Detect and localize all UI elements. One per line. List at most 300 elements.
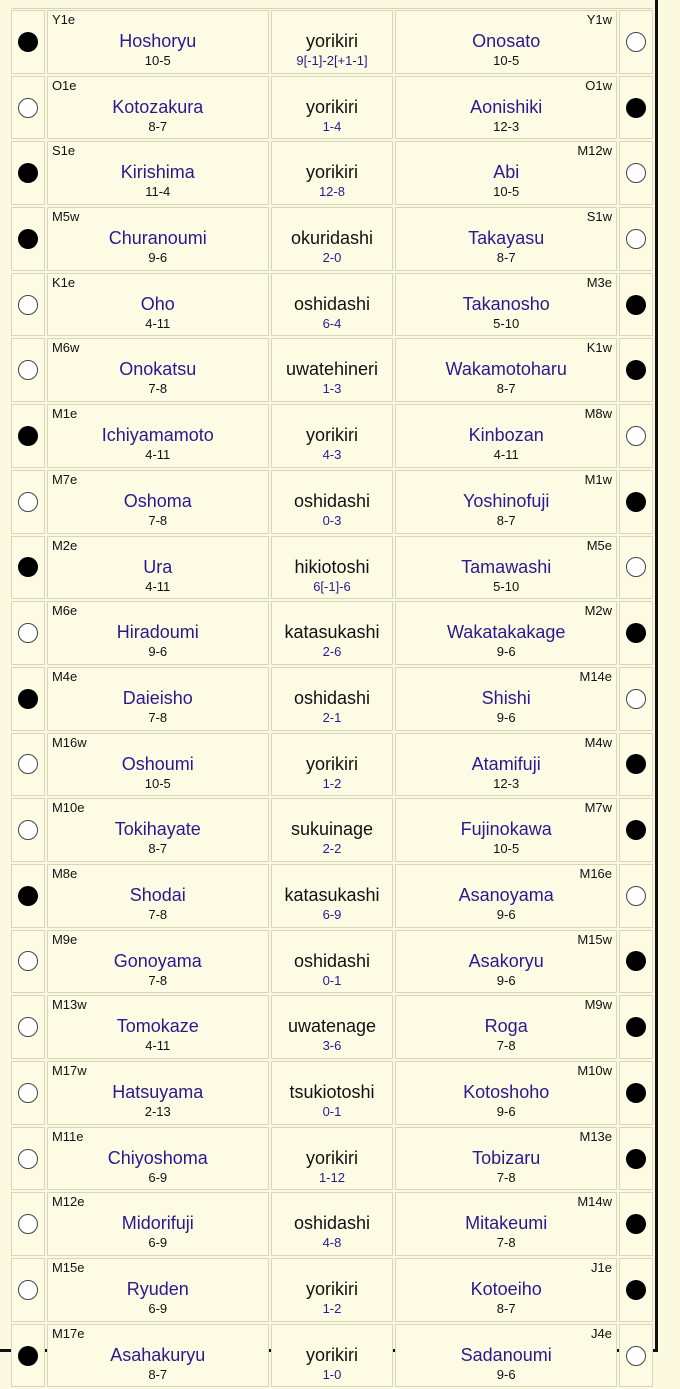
- win-marker-icon: [18, 754, 38, 774]
- kimarite: yorikiri: [305, 1279, 358, 1300]
- head-to-head-link[interactable]: 6[-1]-6: [313, 578, 351, 594]
- win-marker-icon: [18, 1280, 38, 1300]
- west-rikishi-cell: [395, 10, 617, 74]
- west-rikishi-link[interactable]: Tobizaru: [472, 1147, 541, 1168]
- kimarite: yorikiri: [305, 1344, 358, 1365]
- west-rikishi-cell: [395, 470, 617, 534]
- east-rank: M6w: [51, 340, 80, 356]
- kimarite: yorikiri: [305, 96, 358, 117]
- west-rikishi-link[interactable]: Kotoshoho: [463, 1082, 550, 1102]
- kimarite: oshidashi: [293, 687, 370, 708]
- head-to-head-link[interactable]: 1-12: [318, 1169, 345, 1185]
- bout-row: [11, 930, 653, 994]
- west-record: 9-6: [496, 906, 516, 922]
- west-rank: M15w: [577, 931, 613, 947]
- kimarite: uwatehineri: [285, 359, 378, 380]
- east-record: 9-6: [148, 644, 168, 660]
- west-record: 9-6: [496, 644, 516, 660]
- head-to-head-link[interactable]: 2-0: [322, 250, 342, 266]
- east-result-cell: [11, 930, 45, 994]
- west-rikishi-link[interactable]: Asanoyama: [458, 884, 554, 905]
- east-rikishi-cell: [47, 601, 269, 665]
- west-rank: M7w: [584, 800, 613, 816]
- east-rikishi-cell: [47, 1127, 269, 1191]
- loss-marker-icon: [18, 557, 38, 577]
- kimarite: oshidashi: [293, 1213, 370, 1234]
- east-rikishi-link[interactable]: Ichiyamamoto: [101, 425, 214, 446]
- west-rikishi-cell: [395, 1258, 617, 1322]
- east-rikishi-cell: [47, 1258, 269, 1322]
- west-rikishi-link[interactable]: Kinbozan: [468, 425, 544, 446]
- west-rank: M2w: [584, 603, 613, 619]
- kimarite: yorikiri: [305, 1147, 358, 1168]
- win-marker-icon: [18, 951, 38, 971]
- east-rikishi-cell: [47, 798, 269, 862]
- bout-row: [11, 1258, 653, 1322]
- east-record: 7-8: [148, 972, 168, 988]
- loss-marker-icon: [626, 492, 646, 512]
- east-rikishi-link[interactable]: Hatsuyama: [112, 1082, 204, 1102]
- east-result-cell: [11, 141, 45, 205]
- west-record: 12-3: [493, 118, 520, 134]
- east-rikishi-link[interactable]: Asahakuryu: [110, 1344, 206, 1365]
- west-rikishi-cell: [395, 601, 617, 665]
- west-rikishi-link[interactable]: Takayasu: [468, 228, 545, 249]
- east-result-cell: [11, 864, 45, 928]
- east-rank: M10e: [51, 800, 85, 816]
- kimarite-cell: [271, 338, 394, 402]
- win-marker-icon: [626, 886, 646, 906]
- bout-row: [11, 798, 653, 862]
- west-rank: S1w: [586, 209, 613, 225]
- west-rank: M13e: [579, 1128, 613, 1144]
- kimarite: oshidashi: [293, 293, 370, 314]
- west-record: 10-5: [493, 184, 520, 200]
- east-rikishi-cell: [47, 76, 269, 140]
- west-rikishi-cell: [395, 798, 617, 862]
- east-rank: M9e: [51, 931, 78, 947]
- east-record: 4-11: [145, 1038, 171, 1054]
- win-marker-icon: [18, 1083, 38, 1103]
- win-marker-icon: [18, 98, 38, 118]
- head-to-head-link[interactable]: 0-3: [322, 512, 342, 528]
- kimarite-cell: [271, 1324, 394, 1388]
- east-result-cell: [11, 798, 45, 862]
- west-rikishi-cell: [395, 667, 617, 731]
- east-record: 7-8: [148, 381, 168, 397]
- east-rikishi-cell: [47, 141, 269, 205]
- bout-row: [11, 1127, 653, 1191]
- west-rank: M12w: [577, 143, 613, 159]
- west-rank: J4e: [591, 1325, 613, 1341]
- bout-results-table: [9, 8, 655, 1389]
- east-record: 7-8: [148, 906, 168, 922]
- kimarite: hikiotoshi: [294, 556, 370, 577]
- kimarite-cell: [271, 404, 394, 468]
- head-to-head-link[interactable]: 0-1: [322, 1104, 342, 1119]
- east-result-cell: [11, 1061, 45, 1125]
- east-rikishi-link[interactable]: Shodai: [129, 884, 186, 905]
- east-rank: M5w: [51, 209, 80, 225]
- west-rikishi-link[interactable]: Tamawashi: [461, 556, 552, 577]
- west-rikishi-cell: [395, 733, 617, 797]
- west-record: 5-10: [493, 315, 520, 331]
- east-rikishi-cell: [47, 470, 269, 534]
- loss-marker-icon: [18, 689, 38, 709]
- bout-row: [11, 141, 653, 205]
- east-rikishi-link[interactable]: Oho: [140, 293, 175, 314]
- win-marker-icon: [18, 360, 38, 380]
- west-result-cell: [619, 207, 653, 271]
- west-rank: K1w: [586, 340, 613, 356]
- west-rank: M14e: [579, 668, 613, 684]
- loss-marker-icon: [626, 1280, 646, 1300]
- west-record: 10-5: [493, 53, 520, 68]
- west-result-cell: [619, 601, 653, 665]
- west-record: 5-10: [493, 578, 520, 594]
- east-rank: M13w: [51, 997, 87, 1013]
- win-marker-icon: [626, 557, 646, 577]
- west-result-cell: [619, 1127, 653, 1191]
- loss-marker-icon: [626, 295, 646, 315]
- east-rikishi-link[interactable]: Oshoumi: [121, 753, 194, 774]
- kimarite: uwatenage: [287, 1016, 377, 1037]
- east-record: 8-7: [148, 1366, 168, 1382]
- head-to-head-link[interactable]: 12-8: [318, 184, 345, 200]
- kimarite-cell: [271, 864, 394, 928]
- east-record: 9-6: [148, 250, 168, 266]
- head-to-head-link[interactable]: 4-8: [322, 1235, 342, 1251]
- east-record: 10-5: [144, 53, 171, 68]
- west-record: 8-7: [496, 381, 516, 397]
- east-result-cell: [11, 1127, 45, 1191]
- kimarite-cell: [271, 76, 394, 140]
- win-marker-icon: [18, 1149, 38, 1169]
- west-rank: M5e: [586, 537, 613, 553]
- east-rikishi-link[interactable]: Daieisho: [122, 687, 193, 708]
- west-rikishi-cell: [395, 141, 617, 205]
- west-rikishi-cell: [395, 1324, 617, 1388]
- east-rikishi-cell: [47, 10, 269, 74]
- west-rikishi-link[interactable]: Yoshinofuji: [462, 490, 550, 511]
- east-rikishi-cell: [47, 273, 269, 337]
- loss-marker-icon: [626, 98, 646, 118]
- west-record: 9-6: [496, 1104, 516, 1119]
- loss-marker-icon: [18, 426, 38, 446]
- west-rikishi-cell: [395, 76, 617, 140]
- west-result-cell: [619, 1061, 653, 1125]
- east-result-cell: [11, 207, 45, 271]
- loss-marker-icon: [18, 163, 38, 183]
- kimarite: sukuinage: [290, 819, 374, 840]
- bout-row: [11, 470, 653, 534]
- loss-marker-icon: [18, 886, 38, 906]
- west-result-cell: [619, 273, 653, 337]
- west-rikishi-cell: [395, 338, 617, 402]
- east-record: 8-7: [148, 118, 168, 134]
- win-marker-icon: [626, 32, 646, 52]
- east-rank: M6e: [51, 603, 78, 619]
- west-rikishi-cell: [395, 1127, 617, 1191]
- kimarite-cell: [271, 273, 394, 337]
- west-rikishi-link[interactable]: Asakoryu: [468, 950, 544, 971]
- east-rikishi-cell: [47, 1061, 269, 1125]
- east-rikishi-link[interactable]: Ryuden: [126, 1279, 189, 1300]
- west-rikishi-link[interactable]: Aonishiki: [470, 96, 543, 117]
- east-rank: M17w: [51, 1063, 87, 1078]
- west-result-cell: [619, 404, 653, 468]
- west-rikishi-cell: [395, 930, 617, 994]
- kimarite-cell: [271, 1061, 394, 1125]
- west-rikishi-link[interactable]: Roga: [484, 1016, 528, 1037]
- east-rikishi-link[interactable]: Gonoyama: [113, 950, 202, 971]
- west-rikishi-link[interactable]: Fujinokawa: [460, 819, 552, 840]
- loss-marker-icon: [626, 754, 646, 774]
- west-result-cell: [619, 338, 653, 402]
- kimarite: yorikiri: [305, 31, 358, 51]
- head-to-head-link[interactable]: 6-4: [322, 315, 342, 331]
- east-rank: S1e: [51, 143, 76, 159]
- east-record: 6-9: [148, 1301, 168, 1317]
- west-result-cell: [619, 141, 653, 205]
- west-rikishi-cell: [395, 864, 617, 928]
- win-marker-icon: [18, 820, 38, 840]
- kimarite-cell: [271, 10, 394, 74]
- head-to-head-link[interactable]: 1-3: [322, 381, 342, 397]
- east-record: 2-13: [144, 1104, 171, 1119]
- east-result-cell: [11, 601, 45, 665]
- head-to-head-link[interactable]: 1-2: [322, 775, 342, 791]
- loss-marker-icon: [626, 820, 646, 840]
- kimarite-cell: [271, 141, 394, 205]
- east-rank: Y1e: [51, 12, 76, 27]
- west-rikishi-link[interactable]: Sadanoumi: [460, 1344, 552, 1365]
- west-result-cell: [619, 76, 653, 140]
- east-rank: K1e: [51, 274, 76, 290]
- east-rank: M12e: [51, 1194, 85, 1210]
- west-rikishi-cell: [395, 404, 617, 468]
- bout-row: [11, 10, 653, 74]
- head-to-head-link[interactable]: 4-3: [322, 447, 342, 463]
- kimarite: yorikiri: [305, 425, 358, 446]
- kimarite-cell: [271, 1258, 394, 1322]
- east-result-cell: [11, 1258, 45, 1322]
- bout-row: [11, 1324, 653, 1388]
- east-result-cell: [11, 536, 45, 600]
- west-rikishi-link[interactable]: Onosato: [472, 31, 541, 51]
- loss-marker-icon: [626, 951, 646, 971]
- east-result-cell: [11, 733, 45, 797]
- east-result-cell: [11, 10, 45, 74]
- east-record: 11-4: [145, 184, 171, 200]
- west-rikishi-cell: [395, 536, 617, 600]
- east-rikishi-link[interactable]: Hoshoryu: [119, 31, 197, 51]
- west-rikishi-link[interactable]: Takanosho: [462, 293, 550, 314]
- win-marker-icon: [626, 426, 646, 446]
- east-record: 4-11: [145, 315, 171, 331]
- bout-row: [11, 404, 653, 468]
- east-rank: M8e: [51, 865, 78, 881]
- west-result-cell: [619, 733, 653, 797]
- win-marker-icon: [18, 295, 38, 315]
- west-result-cell: [619, 1258, 653, 1322]
- east-record: 7-8: [148, 709, 168, 725]
- east-record: 10-5: [144, 775, 171, 791]
- loss-marker-icon: [626, 1214, 646, 1234]
- east-rikishi-cell: [47, 995, 269, 1059]
- kimarite-cell: [271, 733, 394, 797]
- east-record: 8-7: [148, 841, 168, 857]
- west-rank: J1e: [591, 1260, 613, 1276]
- west-rank: M3e: [586, 274, 613, 290]
- bout-row: [11, 1192, 653, 1256]
- east-rikishi-link[interactable]: Tokihayate: [114, 819, 201, 840]
- west-rank: M1w: [584, 471, 613, 487]
- west-record: 9-6: [496, 709, 516, 725]
- bout-row: [11, 536, 653, 600]
- east-rank: M2e: [51, 537, 78, 553]
- east-rikishi-cell: [47, 1192, 269, 1256]
- win-marker-icon: [626, 163, 646, 183]
- east-rikishi-link[interactable]: Ura: [143, 556, 173, 577]
- west-rank: M10w: [577, 1063, 613, 1078]
- west-rikishi-link[interactable]: Wakamotoharu: [445, 359, 567, 380]
- west-record: 8-7: [496, 512, 516, 528]
- east-rikishi-link[interactable]: Onokatsu: [119, 359, 197, 380]
- east-record: 4-11: [145, 447, 171, 463]
- west-rank: O1w: [585, 77, 613, 93]
- bout-row: [11, 864, 653, 928]
- loss-marker-icon: [18, 32, 38, 52]
- west-rank: M4w: [584, 734, 613, 750]
- bout-row: [11, 76, 653, 140]
- head-to-head-link[interactable]: 2-1: [322, 709, 342, 725]
- win-marker-icon: [626, 229, 646, 249]
- kimarite-cell: [271, 601, 394, 665]
- kimarite-cell: [271, 798, 394, 862]
- west-record: 7-8: [496, 1235, 516, 1251]
- west-rank: M16e: [579, 865, 613, 881]
- east-rikishi-link[interactable]: Midorifuji: [121, 1213, 194, 1234]
- east-rikishi-link[interactable]: Tomokaze: [116, 1016, 199, 1037]
- west-result-cell: [619, 864, 653, 928]
- head-to-head-link[interactable]: 3-6: [322, 1038, 342, 1054]
- kimarite: tsukiotoshi: [289, 1082, 375, 1102]
- head-to-head-link[interactable]: 1-4: [322, 118, 342, 134]
- east-rikishi-link[interactable]: Hiradoumi: [116, 622, 199, 643]
- head-to-head-link[interactable]: 6-9: [322, 906, 342, 922]
- west-rank: M14w: [577, 1194, 613, 1210]
- kimarite-cell: [271, 667, 394, 731]
- west-rikishi-cell: [395, 273, 617, 337]
- bout-row: [11, 995, 653, 1059]
- east-rikishi-link[interactable]: Chiyoshoma: [107, 1147, 208, 1168]
- east-rikishi-cell: [47, 207, 269, 271]
- west-result-cell: [619, 995, 653, 1059]
- kimarite-cell: [271, 207, 394, 271]
- loss-marker-icon: [18, 229, 38, 249]
- west-rikishi-cell: [395, 207, 617, 271]
- head-to-head-link[interactable]: 9[-1]-2[+1-1]: [296, 53, 368, 68]
- east-rikishi-cell: [47, 1324, 269, 1388]
- west-record: 9-6: [496, 1366, 516, 1382]
- west-rikishi-link[interactable]: Wakatakakage: [446, 622, 566, 643]
- east-rikishi-cell: [47, 536, 269, 600]
- east-rikishi-link[interactable]: Churanoumi: [108, 228, 207, 249]
- west-record: 9-6: [496, 972, 516, 988]
- west-rikishi-link[interactable]: Shishi: [481, 687, 531, 708]
- kimarite: yorikiri: [305, 162, 358, 183]
- bout-list: [11, 10, 653, 1387]
- east-rikishi-link[interactable]: Oshoma: [123, 490, 192, 511]
- west-rank: Y1w: [586, 12, 613, 27]
- west-rank: M9w: [584, 997, 613, 1013]
- west-rikishi-link[interactable]: Abi: [493, 162, 520, 183]
- bout-row: [11, 273, 653, 337]
- east-result-cell: [11, 76, 45, 140]
- west-result-cell: [619, 536, 653, 600]
- win-marker-icon: [18, 492, 38, 512]
- east-record: 4-11: [145, 578, 171, 594]
- win-marker-icon: [18, 1017, 38, 1037]
- east-rikishi-link[interactable]: Kirishima: [120, 162, 195, 183]
- west-record: 8-7: [496, 250, 516, 266]
- east-rank: M11e: [51, 1128, 84, 1144]
- loss-marker-icon: [626, 1017, 646, 1037]
- east-rank: M16w: [51, 734, 87, 750]
- kimarite: oshidashi: [293, 950, 370, 971]
- head-to-head-link[interactable]: 1-2: [322, 1301, 342, 1317]
- west-rikishi-link[interactable]: Atamifuji: [471, 753, 541, 774]
- loss-marker-icon: [626, 1083, 646, 1103]
- west-rank: M8w: [584, 406, 613, 422]
- kimarite: okuridashi: [290, 228, 373, 249]
- win-marker-icon: [18, 1214, 38, 1234]
- kimarite: oshidashi: [293, 490, 370, 511]
- east-result-cell: [11, 273, 45, 337]
- west-rikishi-cell: [395, 1192, 617, 1256]
- east-rikishi-link[interactable]: Kotozakura: [112, 96, 204, 117]
- east-result-cell: [11, 1324, 45, 1388]
- kimarite-cell: [271, 536, 394, 600]
- kimarite: katasukashi: [284, 884, 380, 905]
- west-result-cell: [619, 1192, 653, 1256]
- west-record: 4-11: [493, 447, 519, 463]
- bout-row: [11, 1061, 653, 1125]
- west-rikishi-link[interactable]: Kotoeiho: [470, 1279, 542, 1300]
- head-to-head-link[interactable]: 1-0: [322, 1366, 342, 1382]
- head-to-head-link[interactable]: 2-6: [322, 644, 342, 660]
- west-record: 8-7: [496, 1301, 516, 1317]
- east-record: 6-9: [148, 1235, 168, 1251]
- east-rank: M15e: [51, 1260, 85, 1276]
- head-to-head-link[interactable]: 2-2: [322, 841, 342, 857]
- bout-row: [11, 733, 653, 797]
- west-rikishi-link[interactable]: Mitakeumi: [465, 1213, 548, 1234]
- east-result-cell: [11, 995, 45, 1059]
- east-rikishi-cell: [47, 864, 269, 928]
- kimarite: katasukashi: [284, 622, 380, 643]
- east-rikishi-cell: [47, 338, 269, 402]
- east-rikishi-cell: [47, 667, 269, 731]
- kimarite: yorikiri: [305, 753, 358, 774]
- head-to-head-link[interactable]: 0-1: [322, 972, 342, 988]
- loss-marker-icon: [626, 623, 646, 643]
- east-rikishi-cell: [47, 930, 269, 994]
- east-record: 6-9: [148, 1169, 168, 1185]
- west-record: 12-3: [493, 775, 520, 791]
- kimarite-cell: [271, 1127, 394, 1191]
